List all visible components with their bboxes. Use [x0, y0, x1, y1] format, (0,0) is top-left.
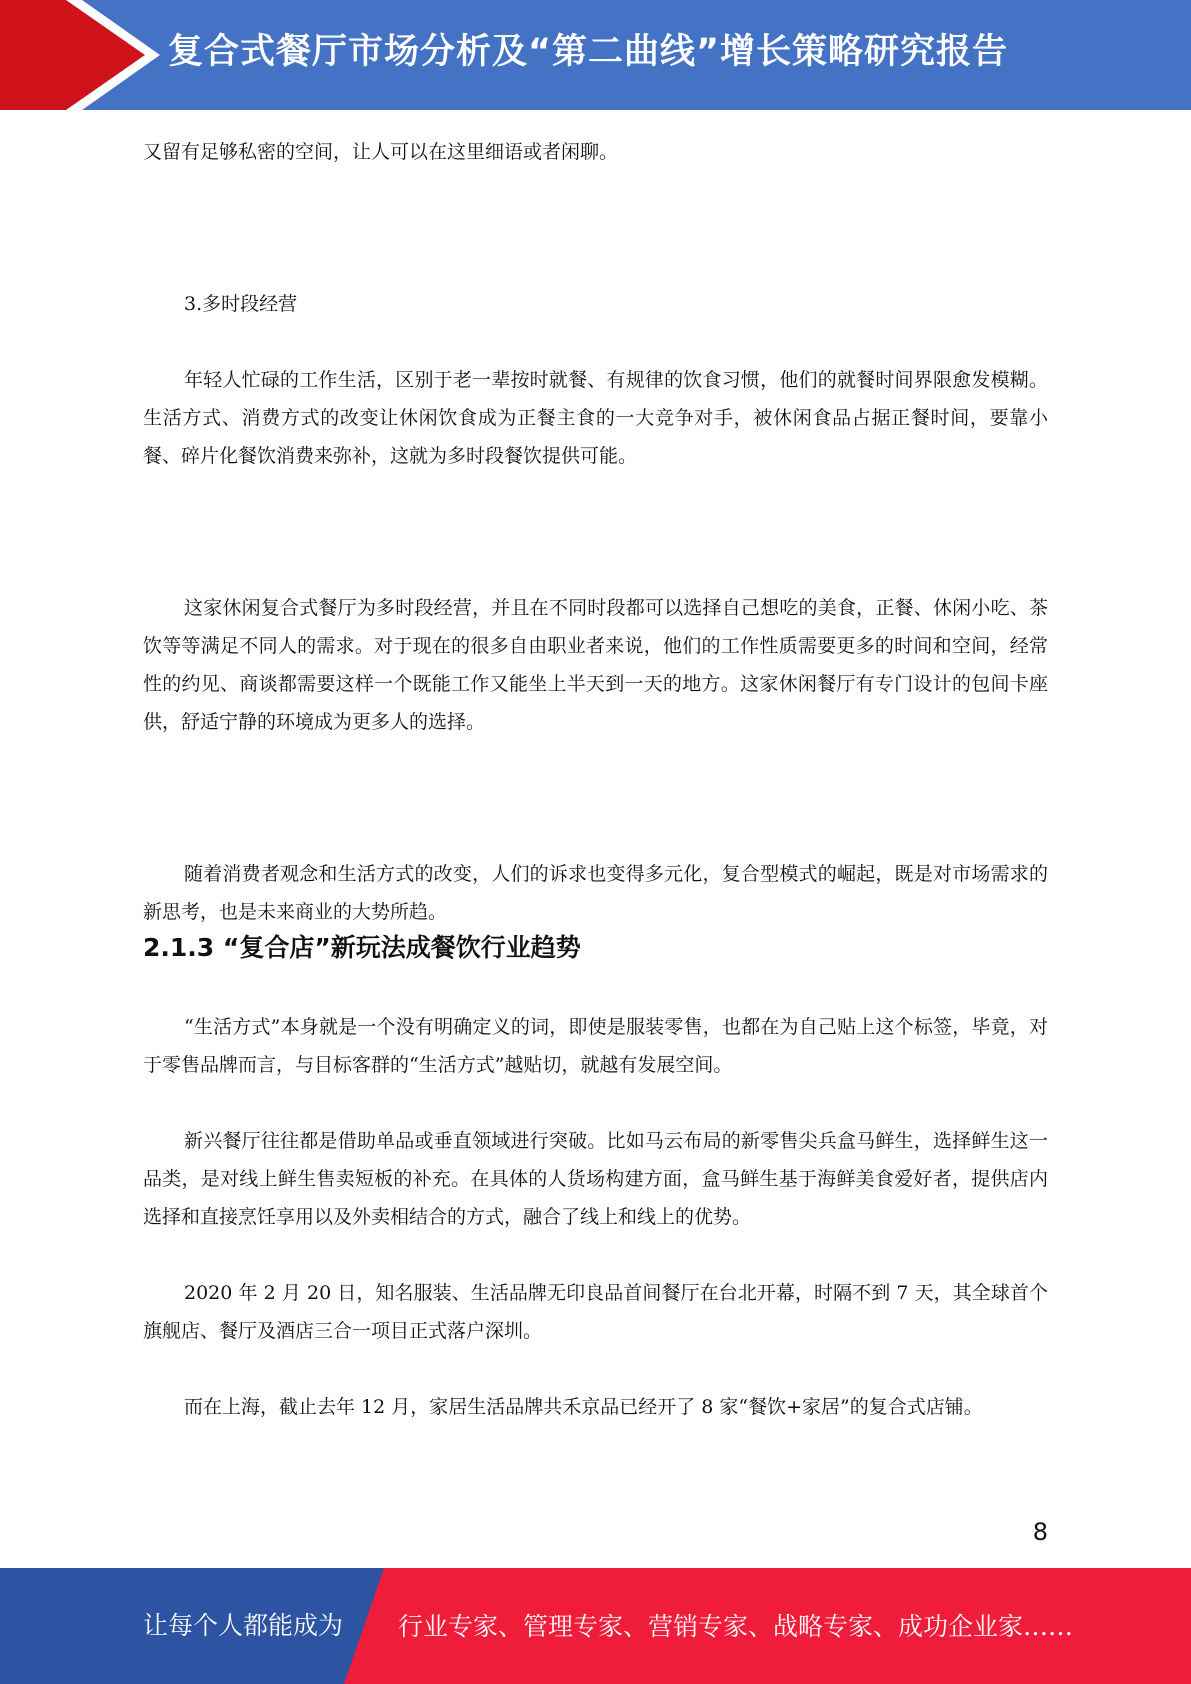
header-red-arrow-decoration: [0, 0, 145, 110]
section-heading: 2.1.3 “复合店”新玩法成餐饮行业趋势: [143, 933, 581, 962]
paragraph-young-people-dining: 年轻人忙碌的工作生活，区别于老一辈按时就餐、有规律的饮食习惯，他们的就餐时间界限愈发模糊。生活方式、消费方式的改变让休闲饮食成为正餐主食的一大竞争对手，被休闲食品占据正餐时间，要靠小餐、碎片化餐饮消费来弥补，这就为多时段餐饮提供可能。: [143, 369, 1048, 467]
paragraph-continuation: 又留有足够私密的空间，让人可以在这里细语或者闲聊。: [143, 141, 619, 163]
header-banner: [0, 0, 1191, 110]
paragraph-restaurant-multi-period: 这家休闲复合式餐厅为多时段经营，并且在不同时段都可以选择自己想吃的美食，正餐、休闲小吃、茶饮等等满足不同人的需求。对于现在的很多自由职业者来说，他们的工作性质需要更多的时间和空间，经常性的约见、商谈都需要这样一个既能工作又能坐上半天到一天的地方。这家休闲餐厅有专门设计的包间卡座供，舒适宁静的环境成为更多人的选择。: [143, 597, 1048, 733]
paragraph-hema-fresh: 新兴餐厅往往都是借助单品或垂直领域进行突破。比如马云布局的新零售尖兵盒马鲜生，选择鲜生这一品类，是对线上鲜生售卖短板的补充。在具体的人货场构建方面，盒马鲜生基于海鲜美食爱好者，提供店内选择和直接烹饪享用以及外卖相结合的方式，融合了线上和线上的优势。: [143, 1130, 1048, 1228]
paragraph-muji-restaurant: 2020 年 2 月 20 日，知名服装、生活品牌无印良品首间餐厅在台北开幕，时隔不到 7 天，其全球首个旗舰店、餐厅及酒店三合一项目正式落户深圳。: [143, 1282, 1048, 1342]
footer-slogan-right: 行业专家、管理专家、营销专家、战略专家、成功企业家……: [398, 1612, 1074, 1641]
report-title: 复合式餐厅市场分析及“第二曲线”增长策略研究报告: [168, 32, 1009, 72]
footer-slogan-left: 让每个人都能成为: [143, 1611, 344, 1640]
paragraph-lifestyle: “生活方式”本身就是一个没有明确定义的词，即使是服装零售，也都在为自己贴上这个标签，毕竟，对于零售品牌而言，与目标客群的“生活方式”越贴切，就越有发展空间。: [143, 1016, 1048, 1076]
page-number: 8: [1032, 1518, 1048, 1546]
footer-banner: [0, 1568, 1191, 1684]
subsection-heading-multi-period: 3.多时段经营: [184, 293, 298, 315]
paragraph-shanghai-stores: 而在上海，截止去年 12 月，家居生活品牌共禾京品已经开了 8 家“餐饮+家居”的复合式店铺。: [184, 1396, 983, 1418]
paragraph-consumer-trend: 随着消费者观念和生活方式的改变，人们的诉求也变得多元化，复合型模式的崛起，既是对市场需求的新思考，也是未来商业的大势所趋。: [143, 863, 1048, 923]
